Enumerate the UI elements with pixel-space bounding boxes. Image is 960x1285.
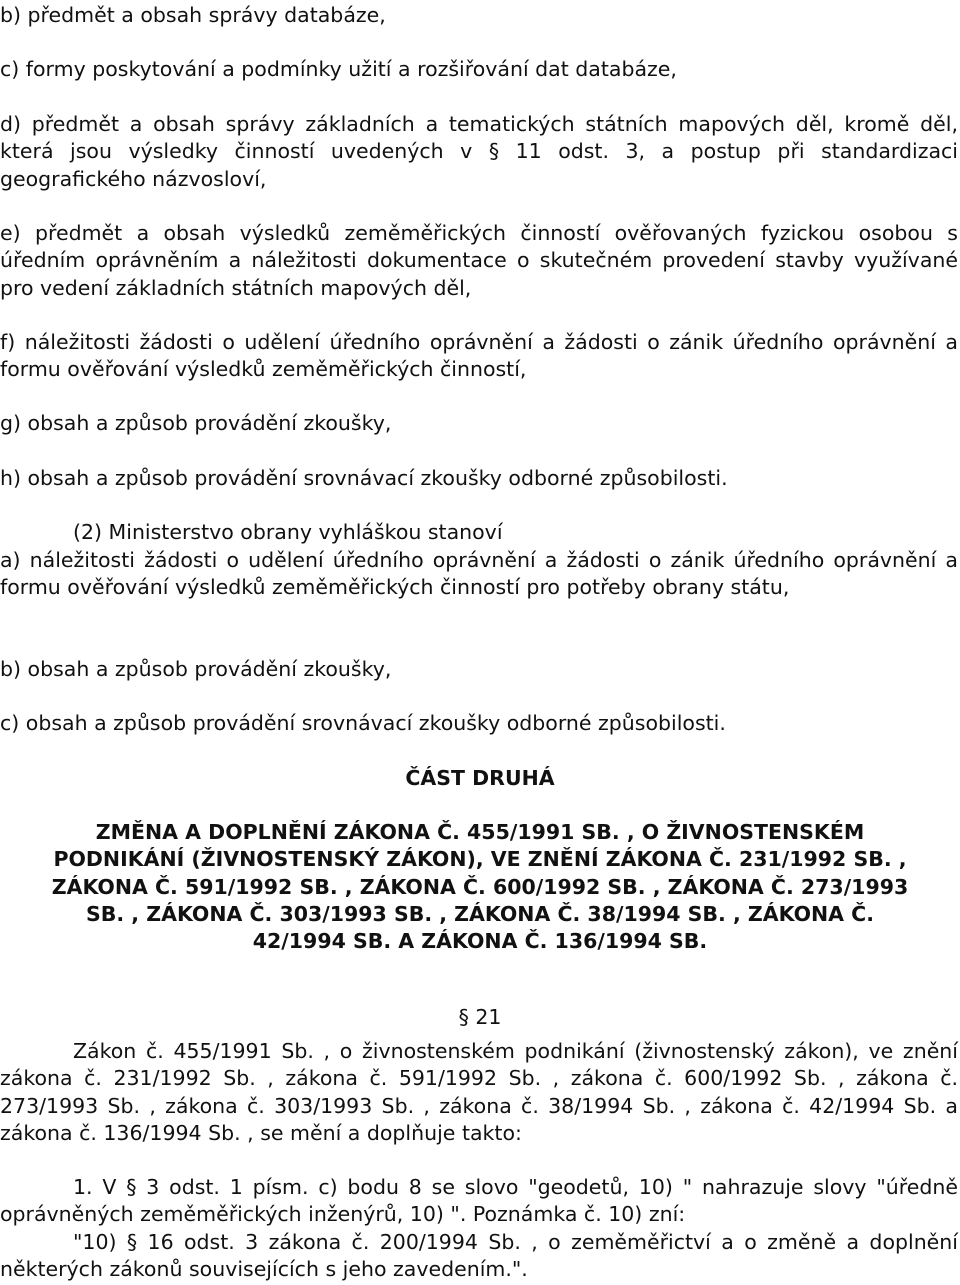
section-2-item-a: a) náležitosti žádosti o udělení úředního oprávnění a žádosti o zánik úředního oprávnění a formu ověřování výsledků zeměměřických činností pro potřeby obrany státu, <box>0 548 958 600</box>
section-mark: § 21 <box>458 1004 502 1029</box>
part-title-line: 42/1994 SB. A ZÁKONA Č. 136/1994 SB. <box>252 929 708 954</box>
part-title-line: ZÁKONA Č. 591/1992 SB. , ZÁKONA Č. 600/1992 SB. , ZÁKONA Č. 273/1993 <box>51 874 909 899</box>
law-intro-paragraph: Zákon č. 455/1991 Sb. , o živnostenském podnikání (živnostenský zákon), ve znění zákona č. 231/1992 Sb. , zákona č. 591/1992 Sb. , zákona č. 600/1992 Sb. , zákona č. 273/1993 Sb. , zákona č. 303/1993 Sb. , zákona č. 38/1994 Sb. , zákona č. 42/1994 Sb. a zákona č. 136/1994 Sb. , se mění a doplňuje takto: <box>0 1039 958 1145</box>
part-title-line: SB. , ZÁKONA Č. 303/1993 SB. , ZÁKONA Č. 38/1994 SB. , ZÁKONA Č. <box>85 901 874 926</box>
amendment-point-1: 1. V § 3 odst. 1 písm. c) bodu 8 se slovo "geodetů, 10) " nahrazuje slovy "úředně oprávněných zeměměřických inženýrů, 10) ". Poznámka č. 10) zní: <box>0 1175 958 1227</box>
item-h: h) obsah a způsob provádění srovnávací zkoušky odborné způsobilosti. <box>0 466 728 490</box>
section-2-item-c: c) obsah a způsob provádění srovnávací zkoušky odborné způsobilosti. <box>0 711 726 735</box>
section-2-intro: (2) Ministerstvo obrany vyhláškou stanoví <box>73 520 503 544</box>
part-heading: ČÁST DRUHÁ <box>405 766 555 790</box>
item-f: f) náležitosti žádosti o udělení úředního oprávnění a žádosti o zánik úředního oprávnění a formu ověřování výsledků zeměměřických činností, <box>0 330 958 382</box>
item-e: e) předmět a obsah výsledků zeměměřických činností ověřovaných fyzickou osobou s úředním oprávněním a náležitosti dokumentace o skutečném provedení stavby využívané pro vedení základních státních mapových děl, <box>0 221 958 300</box>
part-title <box>0 819 960 955</box>
part-title-line: PODNIKÁNÍ (ŽIVNOSTENSKÝ ZÁKON), VE ZNĚNÍ ZÁKONA Č. 231/1992 SB. , <box>53 847 907 872</box>
item-c: c) formy poskytování a podmínky užití a rozšiřování dat databáze, <box>0 57 677 81</box>
item-g: g) obsah a způsob provádění zkoušky, <box>0 411 392 435</box>
footnote-10: "10) § 16 odst. 3 zákona č. 200/1994 Sb. , o zeměměřictví a o změně a doplnění některých zákonů souvisejících s jeho zavedením.". <box>0 1230 958 1282</box>
part-title-line: ZMĚNA A DOPLNĚNÍ ZÁKONA Č. 455/1991 SB. , O ŽIVNOSTENSKÉM <box>95 820 865 844</box>
item-b: b) předmět a obsah správy databáze, <box>0 3 386 27</box>
section-2-item-b: b) obsah a způsob provádění zkoušky, <box>0 657 392 681</box>
item-d: d) předmět a obsah správy základních a tematických státních mapových děl, kromě děl, která jsou výsledky činností uvedených v § 11 odst. 3, a postup při standardizaci geografického názvosloví, <box>0 112 958 191</box>
